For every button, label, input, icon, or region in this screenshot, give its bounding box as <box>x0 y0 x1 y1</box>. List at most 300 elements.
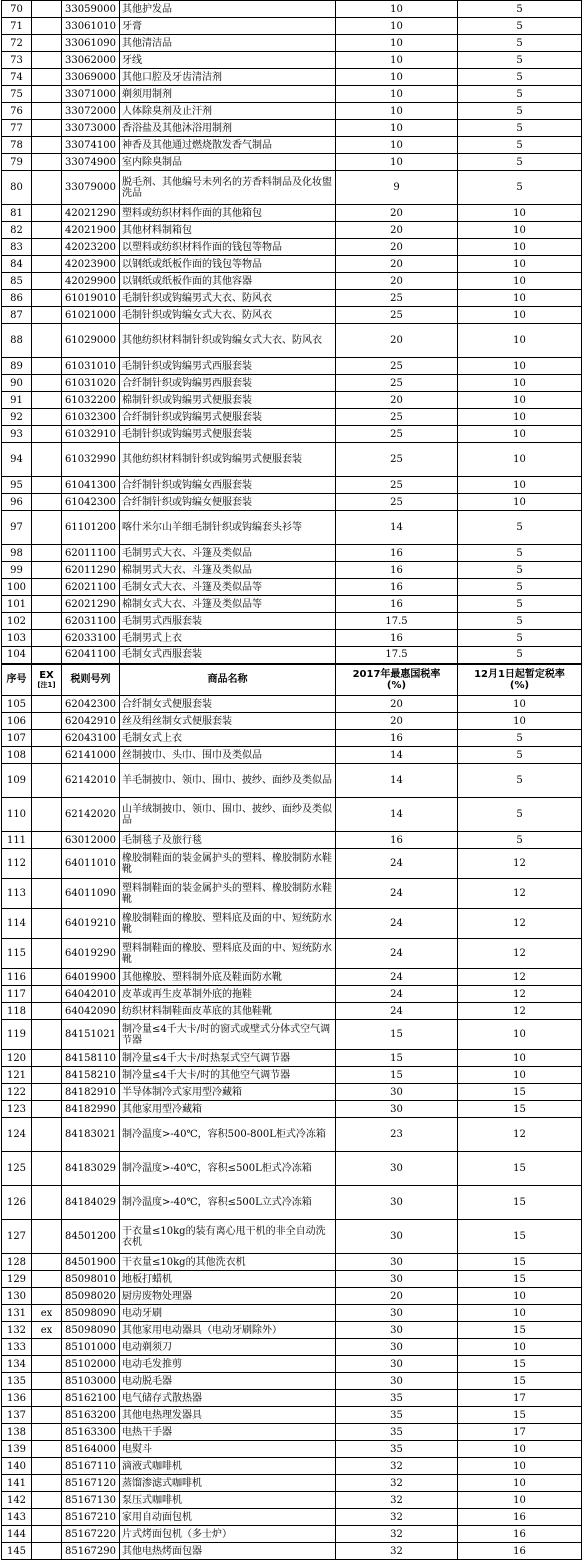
cell-ex <box>32 986 62 1003</box>
cell-name: 其他护发品 <box>120 1 336 18</box>
cell-rate2017: 25 <box>336 375 458 392</box>
cell-no: 118 <box>2 1003 32 1020</box>
cell-ex <box>32 1101 62 1118</box>
cell-rate2017: 25 <box>336 307 458 324</box>
cell-ex <box>32 511 62 545</box>
cell-ex <box>32 1271 62 1288</box>
header-rate1201-unit: (%) <box>509 679 530 691</box>
table-row <box>2 154 582 171</box>
cell-ex <box>32 375 62 392</box>
cell-no: 113 <box>2 879 32 909</box>
cell-no: 110 <box>2 798 32 832</box>
cell-rate2017: 10 <box>336 120 458 137</box>
cell-code: 62142010 <box>62 764 120 798</box>
cell-ex <box>32 1475 62 1492</box>
cell-rate1201: 10 <box>458 477 582 494</box>
cell-rate2017: 25 <box>336 443 458 477</box>
cell-ex <box>32 239 62 256</box>
table-row <box>2 730 582 747</box>
cell-ex <box>32 1 62 18</box>
cell-rate1201: 5 <box>458 1 582 18</box>
cell-name: 以钢纸或纸板作面的其他容器 <box>120 273 336 290</box>
cell-no: 131 <box>2 1305 32 1322</box>
cell-code: 33062000 <box>62 52 120 69</box>
cell-ex <box>32 545 62 562</box>
cell-ex <box>32 647 62 664</box>
cell-code: 84183029 <box>62 1152 120 1186</box>
cell-rate1201: 10 <box>458 358 582 375</box>
cell-code: 85103000 <box>62 1373 120 1390</box>
cell-no: 84 <box>2 256 32 273</box>
cell-rate2017: 24 <box>336 849 458 879</box>
header-rate2017 <box>336 664 458 696</box>
cell-name: 干衣量≤10kg的其他洗衣机 <box>120 1254 336 1271</box>
cell-rate2017: 14 <box>336 798 458 832</box>
cell-rate2017: 32 <box>336 1492 458 1509</box>
cell-rate2017: 20 <box>336 273 458 290</box>
cell-rate2017: 35 <box>336 1407 458 1424</box>
cell-no: 136 <box>2 1390 32 1407</box>
cell-rate2017: 32 <box>336 1543 458 1560</box>
cell-code: 61032300 <box>62 409 120 426</box>
cell-rate2017: 30 <box>336 1152 458 1186</box>
cell-rate2017: 10 <box>336 69 458 86</box>
table-row <box>2 426 582 443</box>
table-row <box>2 596 582 613</box>
table-row <box>2 1020 582 1050</box>
cell-rate1201: 15 <box>458 1220 582 1254</box>
cell-rate1201: 15 <box>458 1186 582 1220</box>
cell-rate2017: 14 <box>336 511 458 545</box>
table-row <box>2 69 582 86</box>
cell-name: 电熨斗 <box>120 1441 336 1458</box>
cell-rate2017: 10 <box>336 18 458 35</box>
cell-name: 合纤制女式便服套装 <box>120 696 336 713</box>
table-row <box>2 120 582 137</box>
cell-rate1201: 10 <box>458 239 582 256</box>
cell-no: 116 <box>2 969 32 986</box>
cell-name: 羊毛制披巾、领巾、围巾、披纱、面纱及类似品 <box>120 764 336 798</box>
cell-no: 108 <box>2 747 32 764</box>
cell-code: 84183021 <box>62 1118 120 1152</box>
header-rate1201 <box>458 664 582 696</box>
cell-name: 塑料制鞋面的橡胶、塑料底及面的中、短统防水靴 <box>120 939 336 969</box>
cell-no: 144 <box>2 1526 32 1543</box>
table-row <box>2 1356 582 1373</box>
cell-rate1201: 5 <box>458 832 582 849</box>
cell-rate1201: 10 <box>458 1305 582 1322</box>
cell-ex <box>32 1067 62 1084</box>
cell-rate1201: 15 <box>458 1254 582 1271</box>
cell-code: 61101200 <box>62 511 120 545</box>
header-rate2017-unit: (%) <box>386 679 407 691</box>
cell-no: 114 <box>2 909 32 939</box>
cell-no: 89 <box>2 358 32 375</box>
cell-code: 62041100 <box>62 647 120 664</box>
cell-name: 毛制针织或钩编男式大衣、防风衣 <box>120 290 336 307</box>
cell-no: 102 <box>2 613 32 630</box>
cell-name: 毛制女式上衣 <box>120 730 336 747</box>
cell-rate2017: 30 <box>336 1339 458 1356</box>
table-row <box>2 849 582 879</box>
table-row <box>2 613 582 630</box>
cell-code: 62142020 <box>62 798 120 832</box>
cell-name: 制冷温度>-40℃，容积≤500L立式冷冻箱 <box>120 1186 336 1220</box>
table-row <box>2 222 582 239</box>
cell-rate2017: 14 <box>336 764 458 798</box>
table-row <box>2 273 582 290</box>
cell-no: 70 <box>2 1 32 18</box>
table-row <box>2 511 582 545</box>
cell-no: 90 <box>2 375 32 392</box>
cell-rate2017: 20 <box>336 324 458 358</box>
cell-name: 毛制男式上衣 <box>120 630 336 647</box>
cell-rate1201: 10 <box>458 256 582 273</box>
cell-no: 143 <box>2 1509 32 1526</box>
table-row <box>2 1390 582 1407</box>
cell-rate2017: 30 <box>336 1186 458 1220</box>
cell-name: 丝制披巾、头巾、围巾及类似品 <box>120 747 336 764</box>
cell-name: 毛制针织或钩编女式大衣、防风衣 <box>120 307 336 324</box>
cell-rate2017: 30 <box>336 1101 458 1118</box>
cell-ex <box>32 86 62 103</box>
cell-ex <box>32 358 62 375</box>
cell-rate1201: 10 <box>458 392 582 409</box>
table-row <box>2 579 582 596</box>
cell-rate2017: 30 <box>336 1084 458 1101</box>
table-row <box>2 909 582 939</box>
cell-ex <box>32 730 62 747</box>
cell-rate1201: 10 <box>458 1441 582 1458</box>
cell-rate1201: 10 <box>458 290 582 307</box>
cell-rate2017: 10 <box>336 1 458 18</box>
cell-ex <box>32 1441 62 1458</box>
cell-code: 85098090 <box>62 1305 120 1322</box>
table-row <box>2 1424 582 1441</box>
cell-ex <box>32 562 62 579</box>
table-row <box>2 171 582 205</box>
cell-no: 103 <box>2 630 32 647</box>
cell-code: 84501900 <box>62 1254 120 1271</box>
cell-code: 84158110 <box>62 1050 120 1067</box>
cell-ex <box>32 909 62 939</box>
cell-ex <box>32 443 62 477</box>
cell-no: 121 <box>2 1067 32 1084</box>
cell-code: 62021100 <box>62 579 120 596</box>
table-row <box>2 798 582 832</box>
cell-name: 喀什米尔山羊细毛制针织或钩编套头衫等 <box>120 511 336 545</box>
cell-code: 61032910 <box>62 426 120 443</box>
cell-rate1201: 17 <box>458 1390 582 1407</box>
cell-no: 104 <box>2 647 32 664</box>
table-row <box>2 477 582 494</box>
cell-no: 126 <box>2 1186 32 1220</box>
cell-rate2017: 16 <box>336 630 458 647</box>
cell-ex <box>32 69 62 86</box>
cell-no: 72 <box>2 35 32 52</box>
cell-no: 122 <box>2 1084 32 1101</box>
table-row <box>2 630 582 647</box>
cell-rate1201: 10 <box>458 1339 582 1356</box>
cell-code: 84184029 <box>62 1186 120 1220</box>
cell-code: 42021900 <box>62 222 120 239</box>
cell-rate1201: 10 <box>458 696 582 713</box>
cell-ex <box>32 171 62 205</box>
cell-ex <box>32 1118 62 1152</box>
table-row <box>2 969 582 986</box>
table-row <box>2 1475 582 1492</box>
cell-no: 107 <box>2 730 32 747</box>
cell-no: 133 <box>2 1339 32 1356</box>
cell-ex <box>32 205 62 222</box>
cell-name: 家用自动面包机 <box>120 1509 336 1526</box>
cell-ex <box>32 1020 62 1050</box>
cell-ex <box>32 1424 62 1441</box>
cell-name: 橡胶制鞋面的橡胶、塑料底及面的中、短统防水靴 <box>120 909 336 939</box>
cell-ex <box>32 392 62 409</box>
table-row <box>2 1458 582 1475</box>
cell-no: 119 <box>2 1020 32 1050</box>
cell-no: 95 <box>2 477 32 494</box>
cell-code: 64019900 <box>62 969 120 986</box>
cell-no: 132 <box>2 1322 32 1339</box>
cell-rate1201: 5 <box>458 86 582 103</box>
cell-ex <box>32 52 62 69</box>
cell-rate1201: 5 <box>458 154 582 171</box>
cell-name: 以钢纸或纸板作面的钱包等物品 <box>120 256 336 273</box>
cell-rate1201: 10 <box>458 1492 582 1509</box>
cell-rate2017: 24 <box>336 939 458 969</box>
table-row <box>2 18 582 35</box>
table-row <box>2 1152 582 1186</box>
cell-code: 85163300 <box>62 1424 120 1441</box>
cell-no: 86 <box>2 290 32 307</box>
cell-rate2017: 32 <box>336 1458 458 1475</box>
cell-ex <box>32 613 62 630</box>
cell-rate2017: 15 <box>336 1020 458 1050</box>
cell-rate1201: 12 <box>458 909 582 939</box>
cell-rate1201: 15 <box>458 1101 582 1118</box>
cell-no: 138 <box>2 1424 32 1441</box>
cell-code: 85098010 <box>62 1271 120 1288</box>
header-no: 序号 <box>2 664 32 696</box>
table-row <box>2 647 582 664</box>
cell-ex: ex <box>32 1322 62 1339</box>
cell-rate1201: 5 <box>458 630 582 647</box>
cell-rate2017: 16 <box>336 579 458 596</box>
cell-rate2017: 30 <box>336 1373 458 1390</box>
cell-rate1201: 10 <box>458 1475 582 1492</box>
cell-ex <box>32 713 62 730</box>
cell-no: 145 <box>2 1543 32 1560</box>
table-row <box>2 409 582 426</box>
cell-rate1201: 10 <box>458 1458 582 1475</box>
cell-code: 61042300 <box>62 494 120 511</box>
cell-code: 62141000 <box>62 747 120 764</box>
cell-rate2017: 15 <box>336 1067 458 1084</box>
cell-no: 81 <box>2 205 32 222</box>
cell-rate2017: 25 <box>336 426 458 443</box>
cell-rate1201: 5 <box>458 730 582 747</box>
table-row <box>2 1339 582 1356</box>
cell-name: 片式烤面包机（多士炉） <box>120 1526 336 1543</box>
cell-rate2017: 35 <box>336 1441 458 1458</box>
cell-code: 64042010 <box>62 986 120 1003</box>
table-row <box>2 879 582 909</box>
cell-code: 42021290 <box>62 205 120 222</box>
table-row <box>2 290 582 307</box>
cell-ex <box>32 1339 62 1356</box>
cell-ex <box>32 630 62 647</box>
cell-ex <box>32 409 62 426</box>
table-row <box>2 1050 582 1067</box>
cell-name: 电动脱毛器 <box>120 1373 336 1390</box>
cell-code: 33059000 <box>62 1 120 18</box>
cell-name: 橡胶制鞋面的装金属护头的塑料、橡胶制防水鞋靴 <box>120 849 336 879</box>
cell-name: 其他清洁品 <box>120 35 336 52</box>
table-row <box>2 443 582 477</box>
cell-rate2017: 10 <box>336 52 458 69</box>
cell-no: 88 <box>2 324 32 358</box>
cell-code: 85162100 <box>62 1390 120 1407</box>
table-row <box>2 1 582 18</box>
tariff-table <box>1 0 582 1560</box>
cell-code: 33072000 <box>62 103 120 120</box>
cell-code: 33079000 <box>62 171 120 205</box>
cell-name: 毛制女式大衣、斗篷及类似品等 <box>120 579 336 596</box>
cell-name: 制冷温度>-40℃，容积500-800L柜式冷冻箱 <box>120 1118 336 1152</box>
cell-name: 合纤制针织或钩编女西服套装 <box>120 477 336 494</box>
cell-code: 85167290 <box>62 1543 120 1560</box>
cell-no: 123 <box>2 1101 32 1118</box>
cell-ex <box>32 290 62 307</box>
table-row <box>2 137 582 154</box>
cell-rate1201: 15 <box>458 1373 582 1390</box>
cell-rate1201: 10 <box>458 1067 582 1084</box>
cell-rate2017: 32 <box>336 1526 458 1543</box>
cell-rate2017: 9 <box>336 171 458 205</box>
table-row <box>2 1067 582 1084</box>
cell-rate1201: 5 <box>458 511 582 545</box>
cell-ex <box>32 137 62 154</box>
cell-ex <box>32 477 62 494</box>
cell-code: 33061090 <box>62 35 120 52</box>
table-row <box>2 103 582 120</box>
cell-rate2017: 10 <box>336 35 458 52</box>
cell-no: 80 <box>2 171 32 205</box>
cell-rate2017: 20 <box>336 713 458 730</box>
cell-code: 61032990 <box>62 443 120 477</box>
table-row <box>2 256 582 273</box>
cell-ex <box>32 222 62 239</box>
cell-rate2017: 30 <box>336 1220 458 1254</box>
cell-ex <box>32 103 62 120</box>
cell-code: 64011090 <box>62 879 120 909</box>
cell-ex <box>32 764 62 798</box>
table-row <box>2 696 582 713</box>
cell-no: 78 <box>2 137 32 154</box>
cell-name: 毛制女式西服套装 <box>120 647 336 664</box>
cell-rate2017: 20 <box>336 205 458 222</box>
cell-no: 142 <box>2 1492 32 1509</box>
cell-no: 73 <box>2 52 32 69</box>
cell-ex <box>32 1050 62 1067</box>
cell-rate2017: 10 <box>336 103 458 120</box>
cell-code: 33061010 <box>62 18 120 35</box>
header-rate1201-label: 12月1日起暂定税率 <box>474 668 565 680</box>
table-row <box>2 1288 582 1305</box>
cell-rate1201: 5 <box>458 798 582 832</box>
header-ex-label: EX <box>39 670 54 682</box>
table-row <box>2 986 582 1003</box>
cell-ex <box>32 1356 62 1373</box>
cell-rate1201: 10 <box>458 443 582 477</box>
cell-rate1201: 12 <box>458 969 582 986</box>
cell-rate2017: 17.5 <box>336 613 458 630</box>
cell-rate2017: 16 <box>336 545 458 562</box>
cell-no: 87 <box>2 307 32 324</box>
table-body-bottom <box>2 696 582 1560</box>
table-row <box>2 545 582 562</box>
cell-ex <box>32 494 62 511</box>
cell-no: 96 <box>2 494 32 511</box>
table-row <box>2 205 582 222</box>
header-name: 商品名称 <box>120 664 336 696</box>
cell-name: 山羊绒制披巾、领巾、围巾、披纱、面纱及类似品 <box>120 798 336 832</box>
cell-ex <box>32 596 62 613</box>
cell-ex <box>32 426 62 443</box>
cell-no: 125 <box>2 1152 32 1186</box>
cell-code: 84151021 <box>62 1020 120 1050</box>
cell-rate1201: 5 <box>458 562 582 579</box>
cell-ex <box>32 696 62 713</box>
cell-rate1201: 5 <box>458 18 582 35</box>
cell-rate1201: 12 <box>458 879 582 909</box>
cell-rate1201: 15 <box>458 1356 582 1373</box>
cell-ex <box>32 849 62 879</box>
cell-rate2017: 10 <box>336 86 458 103</box>
table-row <box>2 713 582 730</box>
cell-rate2017: 20 <box>336 222 458 239</box>
cell-ex <box>32 1220 62 1254</box>
cell-rate1201: 17 <box>458 1424 582 1441</box>
cell-no: 94 <box>2 443 32 477</box>
table-row <box>2 307 582 324</box>
cell-rate1201: 10 <box>458 273 582 290</box>
cell-rate2017: 23 <box>336 1118 458 1152</box>
cell-name: 厨房废物处理器 <box>120 1288 336 1305</box>
cell-name: 干衣量≤10kg的装有离心甩干机的非全自动洗衣机 <box>120 1220 336 1254</box>
table-row <box>2 358 582 375</box>
cell-name: 制冷温度>-40℃，容积≤500L柜式冷冻箱 <box>120 1152 336 1186</box>
cell-name: 制冷量≤4千大卡/时的窗式或壁式分体式空气调节器 <box>120 1020 336 1050</box>
cell-rate1201: 5 <box>458 764 582 798</box>
cell-rate2017: 16 <box>336 832 458 849</box>
cell-code: 61029000 <box>62 324 120 358</box>
cell-ex <box>32 1084 62 1101</box>
cell-no: 77 <box>2 120 32 137</box>
table-row <box>2 1084 582 1101</box>
cell-no: 99 <box>2 562 32 579</box>
table-row <box>2 764 582 798</box>
cell-rate1201: 10 <box>458 205 582 222</box>
cell-rate1201: 5 <box>458 545 582 562</box>
cell-rate1201: 15 <box>458 1271 582 1288</box>
cell-code: 85098020 <box>62 1288 120 1305</box>
cell-rate2017: 10 <box>336 154 458 171</box>
cell-ex <box>32 18 62 35</box>
cell-name: 电动剃须刀 <box>120 1339 336 1356</box>
